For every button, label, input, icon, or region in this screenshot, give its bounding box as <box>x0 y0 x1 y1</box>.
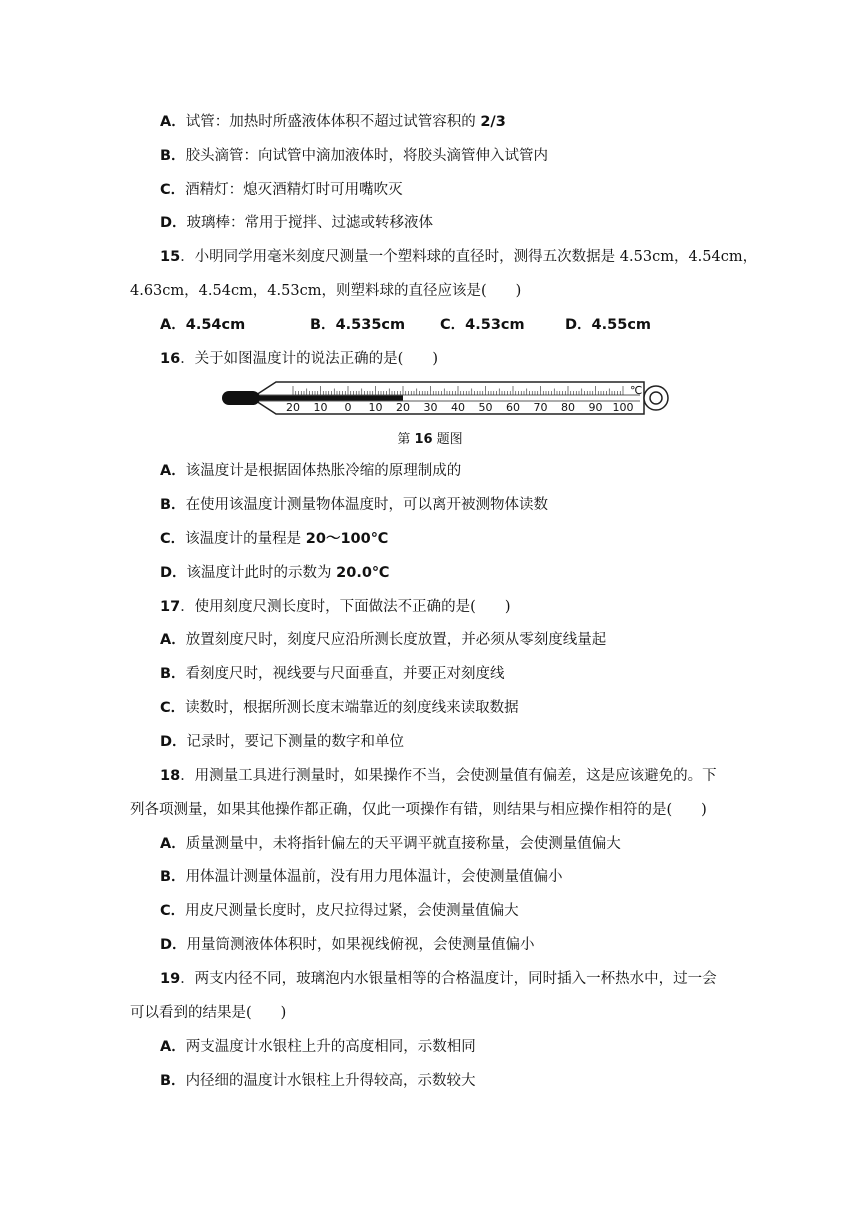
scale-label: 70 <box>533 401 548 414</box>
q17-stem: 17．使用刻度尺测长度时，下面做法不正确的是( ) <box>160 599 511 615</box>
q18-stem-line2: 列各项测量，如果其他操作都正确，仅此一项操作有错，则结果与相应操作相符的是( ) <box>130 802 707 818</box>
q16-option-a: A．该温度计是根据固体热胀冷缩的原理制成的 <box>160 463 462 479</box>
q16-figure-caption: 第 16 题图 <box>397 432 463 447</box>
scale-label: 60 <box>506 401 520 414</box>
scale-label: 80 <box>561 401 575 414</box>
q15-options <box>160 315 651 335</box>
q16-stem: 16．关于如图温度计的说法正确的是( ) <box>160 351 438 367</box>
q14-option-c: C．酒精灯：熄灭酒精灯时可用嘴吹灭 <box>160 182 403 198</box>
q16-option-b: B．在使用该温度计测量物体温度时，可以离开被测物体读数 <box>160 497 549 513</box>
q17-option-a: A．放置刻度尺时，刻度尺应沿所测长度放置，并必须从零刻度线量起 <box>160 632 607 648</box>
q15-option-d: D．4.55cm <box>565 317 652 333</box>
thermometer-figure <box>220 378 672 418</box>
q14-option-b: B．胶头滴管：向试管中滴加液体时，将胶头滴管伸入试管内 <box>160 148 549 164</box>
scale-label: 100 <box>612 401 634 414</box>
q16-option-d: D．该温度计此时的示数为 20.0℃ <box>160 565 390 581</box>
q18-option-c: C．用皮尺测量长度时，皮尺拉得过紧，会使测量值偏大 <box>160 903 519 919</box>
scale-label: 20 <box>396 401 410 414</box>
q15-stem-line2: 4.63cm，4.54cm，4.53cm，则塑料球的直径应该是( ) <box>130 283 522 299</box>
q14-option-d: D．玻璃棒：常用于搅拌、过滤或转移液体 <box>160 215 434 231</box>
q18-option-d: D．用量筒测液体体积时，如果视线俯视，会使测量值偏小 <box>160 937 535 953</box>
mercury-column <box>256 396 403 401</box>
q14-option-a: A．试管：加热时所盛液体体积不超过试管容积的 2/3 <box>160 114 506 130</box>
q18-stem-line1: 18．用测量工具进行测量时，如果操作不当，会使测量值有偏差，这是应该避免的。下 <box>160 768 717 784</box>
scale-label: 50 <box>478 401 493 414</box>
q17-option-b: B．看刻度尺时，视线要与尺面垂直，并要正对刻度线 <box>160 666 505 682</box>
q15-stem-line1: 15．小明同学用毫米刻度尺测量一个塑料球的直径时，测得五次数据是 4.53cm，4.54cm， <box>160 249 758 265</box>
thermometer-bulb <box>222 391 260 405</box>
q15-option-b: B．4.535cm <box>310 317 406 333</box>
q19-stem-line1: 19．两支内径不同，玻璃泡内水银量相等的合格温度计，同时插入一杯热水中，过一会 <box>160 971 717 987</box>
q19-option-b: B．内径细的温度计水银柱上升得较高，示数较大 <box>160 1073 476 1089</box>
q17-option-c: C．读数时，根据所测长度末端靠近的刻度线来读取数据 <box>160 700 519 716</box>
scale-label: 10 <box>313 401 328 414</box>
scale-label: 0 <box>344 401 352 414</box>
q15-option-c: C．4.53cm <box>440 317 525 333</box>
q18-option-b: B．用体温计测量体温前，没有用力甩体温计，会使测量值偏小 <box>160 869 563 885</box>
q19-option-a: A．两支温度计水银柱上升的高度相同，示数相同 <box>160 1039 476 1055</box>
q18-option-a: A．质量测量中，未将指针偏左的天平调平就直接称量，会使测量值偏大 <box>160 836 621 852</box>
scale-label: 40 <box>451 401 465 414</box>
scale-label: 20 <box>286 401 300 414</box>
scale-label: 90 <box>588 401 603 414</box>
q15-option-a: A．4.54cm <box>160 317 246 333</box>
q17-option-d: D．记录时，要记下测量的数字和单位 <box>160 734 405 750</box>
scale-label: 30 <box>423 401 438 414</box>
q19-stem-line2: 可以看到的结果是( ) <box>130 1005 287 1021</box>
scale-label: 10 <box>368 401 383 414</box>
q16-option-c: C．该温度计的量程是 20～100℃ <box>160 531 389 547</box>
thermometer-unit: ℃ <box>630 384 643 397</box>
